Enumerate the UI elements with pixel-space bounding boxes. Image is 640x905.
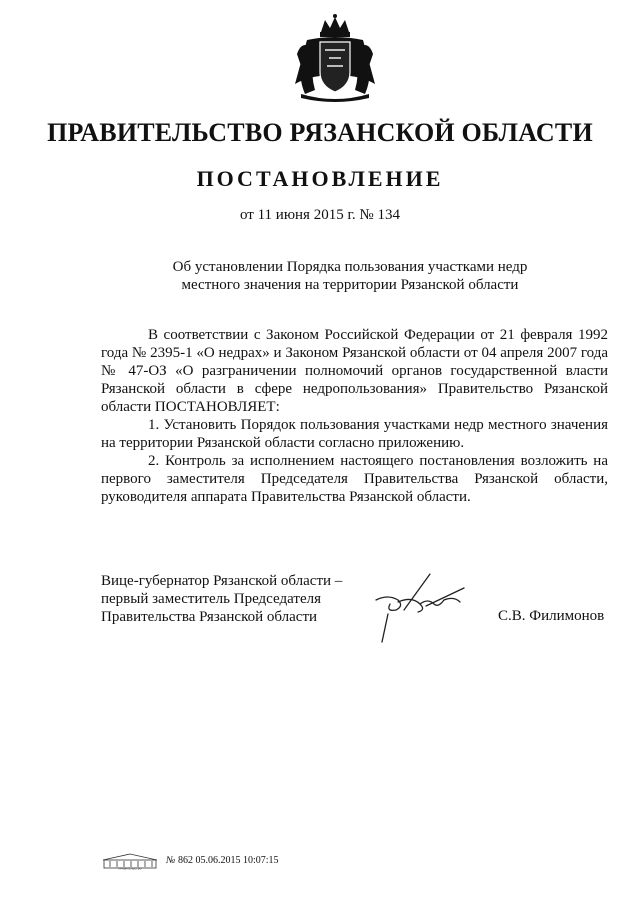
- body-paragraph: 2. Контроль за исполнением настоящего постановления возложить на первого заместителя Председателя Правительства Рязанской области, руководителя аппарата Правительства Рязанской области.: [101, 453, 608, 505]
- registration-datetime: 05.06.2015 10:07:15: [195, 855, 279, 866]
- document-body: [101, 326, 608, 506]
- organization-title: ПРАВИТЕЛЬСТВО РЯЗАНСКОЙ ОБЛАСТИ: [47, 118, 593, 147]
- document-type: ПОСТАНОВЛЕНИЕ: [196, 166, 444, 191]
- body-paragraph: 1. Установить Порядок пользования участками недр местного значения на территории Рязанской области согласно приложению.: [101, 417, 608, 451]
- signatory-role-line: первый заместитель Председателя: [101, 591, 321, 607]
- document-subject: [160, 258, 540, 294]
- body-paragraph: В соответствии с Законом Российской Федерации от 21 февраля 1992 года № 2395-1 «О недрах» и Законом Рязанской области от 04 апреля 2007 года № 47-ОЗ «О разграничении полномочий органов государственной власти Рязанской области в сфере недропользования» Правительство Рязанской области ПОСТАНОВЛЯЕТ:: [101, 327, 608, 415]
- registration-number: 862: [177, 855, 193, 866]
- coat-of-arms-emblem: [287, 14, 383, 104]
- registration-stamp-icon: [101, 852, 159, 870]
- signer-name: С.В. Филимонов: [498, 608, 605, 624]
- stamp-text: ПРАВИТЕЛЬСТВО: [118, 867, 142, 870]
- subject-line: местного значения на территории Рязанской области: [181, 277, 519, 293]
- registration-prefix: №: [166, 855, 176, 866]
- signatory-role-line: Вице-губернатор Рязанской области –: [101, 573, 343, 589]
- document-date-number: от 11 июня 2015 г. № 134: [240, 207, 400, 223]
- handwritten-signature: [368, 570, 478, 648]
- subject-line: Об установлении Порядка пользования участками недр: [172, 259, 528, 275]
- signatory-position: [101, 572, 381, 626]
- signatory-role-line: Правительства Рязанской области: [101, 609, 318, 625]
- registration-line: [166, 855, 279, 866]
